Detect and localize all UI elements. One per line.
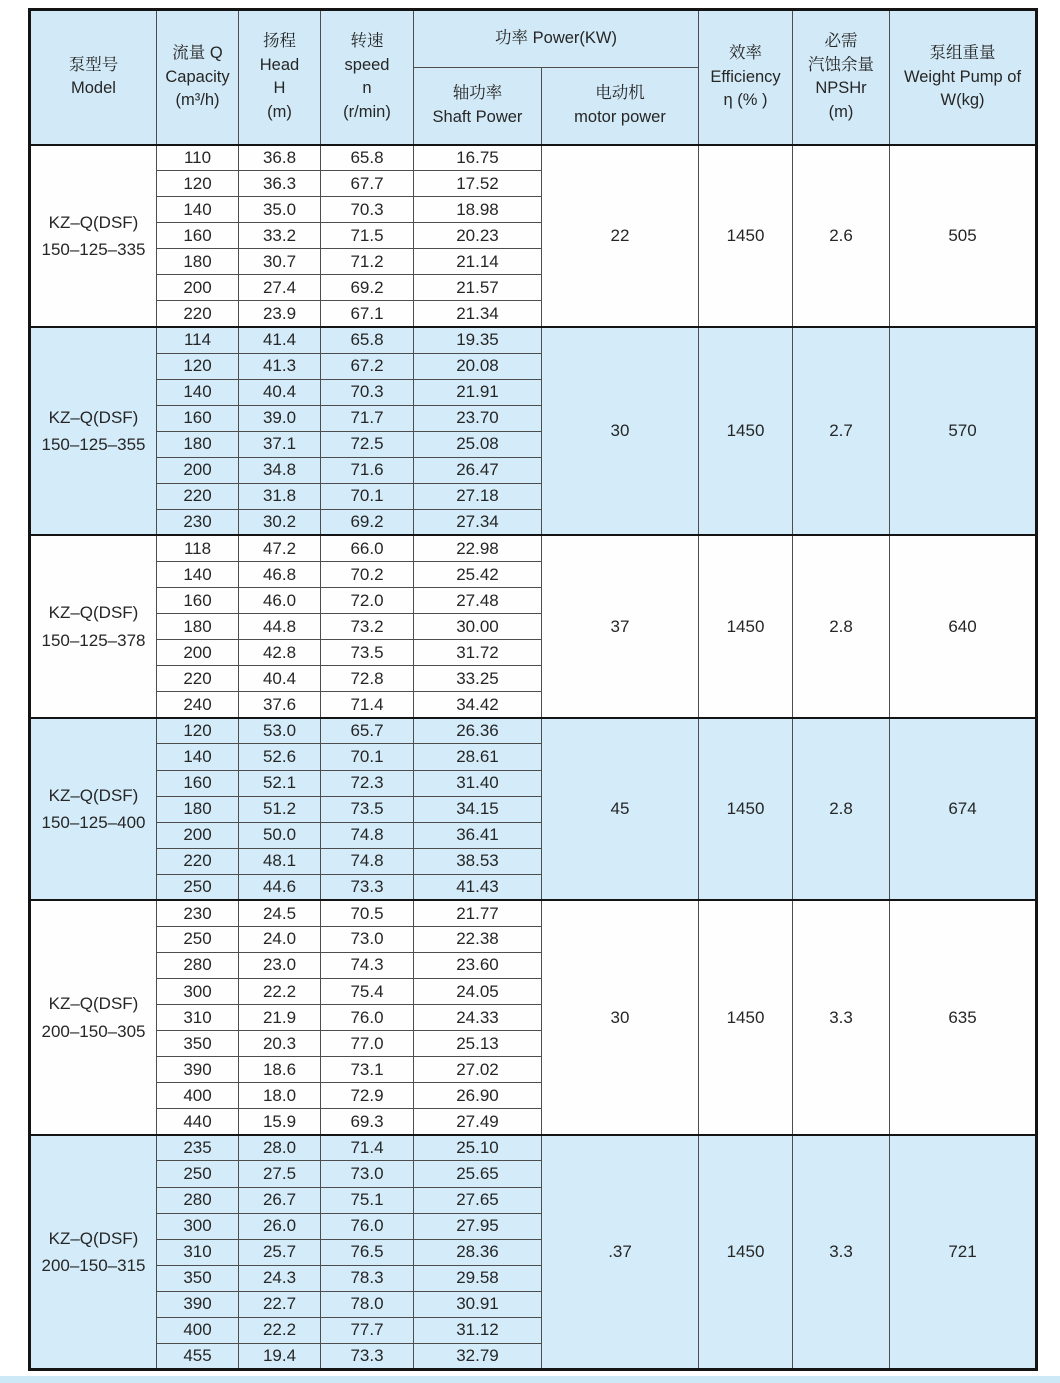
cell-capacity: 140 [157, 744, 239, 770]
cell-speed: 70.2 [321, 562, 414, 588]
cell-npshr: 2.8 [793, 535, 890, 717]
cell-shaft-power: 22.38 [414, 926, 542, 952]
cell-shaft-power: 22.98 [414, 535, 542, 561]
header-speed-line: speed [344, 55, 390, 74]
cell-speed: 69.2 [321, 509, 414, 535]
model-line: 150–125–355 [41, 435, 146, 455]
cell-shaft-power: 29.58 [414, 1265, 542, 1291]
cell-motor-power: 45 [542, 718, 699, 900]
cell-capacity: 120 [157, 353, 239, 379]
cell-shaft-power: 28.61 [414, 744, 542, 770]
cell-shaft-power: 17.52 [414, 171, 542, 197]
cell-head: 20.3 [239, 1031, 321, 1057]
cell-head: 18.0 [239, 1083, 321, 1109]
cell-speed: 70.3 [321, 197, 414, 223]
cell-weight: 570 [890, 327, 1037, 536]
cell-weight: 505 [890, 145, 1037, 327]
cell-speed: 73.0 [321, 1161, 414, 1187]
cell-capacity: 160 [157, 223, 239, 249]
cell-head: 30.7 [239, 249, 321, 275]
header-efficiency-line: η (% ) [723, 90, 768, 109]
cell-head: 36.3 [239, 171, 321, 197]
cell-capacity: 200 [157, 640, 239, 666]
cell-head: 41.3 [239, 353, 321, 379]
cell-shaft-power: 21.77 [414, 900, 542, 926]
cell-head: 44.8 [239, 614, 321, 640]
header-npshr-line: 必需 [824, 32, 858, 51]
cell-shaft-power: 20.23 [414, 223, 542, 249]
cell-head: 51.2 [239, 796, 321, 822]
cell-speed: 65.8 [321, 145, 414, 171]
cell-efficiency: 1450 [699, 535, 793, 717]
cell-shaft-power: 24.33 [414, 1005, 542, 1031]
header-model-line: 泵型号 [68, 55, 119, 74]
cell-speed: 73.3 [321, 1343, 414, 1369]
cell-efficiency: 1450 [699, 1135, 793, 1370]
header-head-line: (m) [267, 102, 292, 121]
cell-speed: 67.1 [321, 301, 414, 327]
cell-capacity: 300 [157, 1213, 239, 1239]
cell-shaft-power: 21.91 [414, 379, 542, 405]
cell-capacity: 350 [157, 1265, 239, 1291]
model-line: KZ–Q(DSF) [48, 1228, 139, 1248]
cell-shaft-power: 31.72 [414, 640, 542, 666]
cell-head: 36.8 [239, 145, 321, 171]
cell-shaft-power: 25.13 [414, 1031, 542, 1057]
model-group [30, 327, 1037, 536]
cell-shaft-power: 19.35 [414, 327, 542, 353]
cell-shaft-power: 23.70 [414, 405, 542, 431]
cell-speed: 73.5 [321, 640, 414, 666]
cell-head: 41.4 [239, 327, 321, 353]
cell-capacity: 220 [157, 301, 239, 327]
cell-shaft-power: 25.42 [414, 562, 542, 588]
cell-capacity: 310 [157, 1005, 239, 1031]
header-speed-line: 转速 [350, 32, 384, 51]
cell-speed: 70.3 [321, 379, 414, 405]
header-weight-line: 泵组重量 [929, 44, 996, 63]
header-power [414, 10, 699, 68]
cell-head: 18.6 [239, 1057, 321, 1083]
cell-shaft-power: 20.08 [414, 353, 542, 379]
table-row [30, 535, 1037, 561]
cell-speed: 72.8 [321, 666, 414, 692]
header-head-line: H [273, 79, 286, 98]
model-line: KZ–Q(DSF) [48, 408, 139, 427]
model-line: 200–150–315 [41, 1255, 146, 1275]
cell-shaft-power: 25.65 [414, 1161, 542, 1187]
pump-table [28, 8, 1038, 1371]
cell-head: 46.8 [239, 562, 321, 588]
cell-speed: 66.0 [321, 535, 414, 561]
model-group [30, 535, 1037, 717]
cell-head: 23.0 [239, 952, 321, 978]
cell-capacity: 180 [157, 249, 239, 275]
cell-capacity: 400 [157, 1317, 239, 1343]
cell-head: 22.2 [239, 979, 321, 1005]
model-line: KZ–Q(DSF) [48, 212, 139, 232]
cell-capacity: 440 [157, 1109, 239, 1135]
cell-capacity: 180 [157, 796, 239, 822]
cell-shaft-power: 21.57 [414, 275, 542, 301]
cell-capacity: 220 [157, 666, 239, 692]
cell-head: 22.7 [239, 1291, 321, 1317]
cell-head: 21.9 [239, 1005, 321, 1031]
cell-shaft-power: 21.14 [414, 249, 542, 275]
cell-speed: 76.0 [321, 1213, 414, 1239]
cell-speed: 76.5 [321, 1239, 414, 1265]
cell-speed: 70.1 [321, 744, 414, 770]
cell-weight: 635 [890, 900, 1037, 1135]
cell-head: 26.7 [239, 1187, 321, 1213]
cell-speed: 72.9 [321, 1083, 414, 1109]
cell-shaft-power: 24.05 [414, 979, 542, 1005]
header-shaft-power-line: 轴功率 [452, 84, 503, 103]
cell-motor-power: 37 [542, 535, 699, 717]
page-bottom-strip [0, 1376, 1060, 1383]
cell-capacity: 250 [157, 926, 239, 952]
header-speed-line: n [362, 79, 372, 98]
cell-speed: 67.7 [321, 171, 414, 197]
cell-capacity: 120 [157, 171, 239, 197]
cell-capacity: 180 [157, 431, 239, 457]
cell-shaft-power: 38.53 [414, 848, 542, 874]
cell-speed: 74.8 [321, 822, 414, 848]
cell-capacity: 120 [157, 718, 239, 744]
header-motor-power [542, 68, 699, 145]
cell-capacity: 280 [157, 1187, 239, 1213]
cell-shaft-power: 41.43 [414, 874, 542, 900]
header-shaft-power-line: Shaft Power [432, 107, 523, 126]
header-motor-power-line: 电动机 [595, 84, 645, 103]
cell-head: 22.2 [239, 1317, 321, 1343]
cell-npshr: 2.7 [793, 327, 890, 536]
cell-head: 46.0 [239, 588, 321, 614]
cell-shaft-power: 36.41 [414, 822, 542, 848]
header-capacity [157, 10, 239, 145]
cell-capacity: 400 [157, 1083, 239, 1109]
cell-speed: 78.0 [321, 1291, 414, 1317]
cell-model [30, 535, 157, 717]
cell-npshr: 2.8 [793, 718, 890, 900]
cell-speed: 69.2 [321, 275, 414, 301]
header-speed-line: (r/min) [343, 102, 391, 121]
cell-model [30, 1135, 157, 1370]
model-line: KZ–Q(DSF) [48, 785, 139, 805]
cell-head: 25.7 [239, 1239, 321, 1265]
cell-speed: 71.2 [321, 249, 414, 275]
header-weight-line: Weight Pump of [903, 67, 1022, 86]
cell-head: 27.5 [239, 1161, 321, 1187]
cell-efficiency: 1450 [699, 145, 793, 327]
cell-head: 23.9 [239, 301, 321, 327]
header-shaft-power [414, 68, 542, 145]
cell-speed: 73.1 [321, 1057, 414, 1083]
cell-shaft-power: 28.36 [414, 1239, 542, 1265]
cell-speed: 74.8 [321, 848, 414, 874]
cell-capacity: 220 [157, 848, 239, 874]
cell-head: 24.0 [239, 926, 321, 952]
cell-capacity: 200 [157, 457, 239, 483]
cell-efficiency: 1450 [699, 900, 793, 1135]
cell-speed: 70.1 [321, 483, 414, 509]
cell-shaft-power: 30.91 [414, 1291, 542, 1317]
cell-head: 52.1 [239, 770, 321, 796]
cell-capacity: 140 [157, 197, 239, 223]
header-model-line: Model [71, 79, 116, 98]
cell-weight: 721 [890, 1135, 1037, 1370]
model-line: 150–125–400 [41, 813, 146, 833]
cell-shaft-power: 27.95 [414, 1213, 542, 1239]
header-npshr-line: (m) [828, 102, 854, 121]
cell-speed: 75.1 [321, 1187, 414, 1213]
cell-capacity: 280 [157, 952, 239, 978]
cell-motor-power: .37 [542, 1135, 699, 1370]
table-row [30, 1135, 1037, 1161]
table-row [30, 145, 1037, 171]
table-row [30, 900, 1037, 926]
cell-speed: 71.4 [321, 1135, 414, 1161]
cell-shaft-power: 27.65 [414, 1187, 542, 1213]
cell-speed: 72.5 [321, 431, 414, 457]
header-capacity-line: Capacity [165, 67, 230, 86]
cell-speed: 71.4 [321, 692, 414, 718]
cell-head: 47.2 [239, 535, 321, 561]
cell-speed: 73.0 [321, 926, 414, 952]
cell-speed: 73.2 [321, 614, 414, 640]
cell-capacity: 250 [157, 874, 239, 900]
cell-head: 52.6 [239, 744, 321, 770]
cell-speed: 71.7 [321, 405, 414, 431]
cell-head: 35.0 [239, 197, 321, 223]
cell-shaft-power: 25.10 [414, 1135, 542, 1161]
cell-npshr: 2.6 [793, 145, 890, 327]
cell-shaft-power: 21.34 [414, 301, 542, 327]
cell-head: 42.8 [239, 640, 321, 666]
cell-head: 48.1 [239, 848, 321, 874]
cell-shaft-power: 25.08 [414, 431, 542, 457]
cell-npshr: 3.3 [793, 900, 890, 1135]
cell-model [30, 718, 157, 900]
cell-capacity: 118 [157, 535, 239, 561]
cell-capacity: 140 [157, 379, 239, 405]
cell-speed: 71.5 [321, 223, 414, 249]
model-group [30, 1135, 1037, 1370]
cell-speed: 65.8 [321, 327, 414, 353]
header-head [239, 10, 321, 145]
cell-shaft-power: 31.40 [414, 770, 542, 796]
header-speed [321, 10, 414, 145]
cell-head: 37.6 [239, 692, 321, 718]
model-line: 150–125–378 [41, 630, 146, 650]
cell-efficiency: 1450 [699, 718, 793, 900]
header-model [30, 10, 157, 145]
cell-speed: 69.3 [321, 1109, 414, 1135]
cell-head: 33.2 [239, 223, 321, 249]
cell-head: 50.0 [239, 822, 321, 848]
cell-head: 27.4 [239, 275, 321, 301]
pump-table-wrapper [28, 8, 1038, 1371]
cell-shaft-power: 27.48 [414, 588, 542, 614]
header-npshr-line: NPSHr [815, 79, 867, 98]
cell-weight: 674 [890, 718, 1037, 900]
cell-shaft-power: 23.60 [414, 952, 542, 978]
cell-capacity: 230 [157, 509, 239, 535]
header-head-line: 扬程 [263, 32, 296, 51]
cell-capacity: 235 [157, 1135, 239, 1161]
cell-head: 24.5 [239, 900, 321, 926]
cell-capacity: 180 [157, 614, 239, 640]
model-group [30, 145, 1037, 327]
header-capacity-line: (m³/h) [175, 90, 220, 109]
cell-speed: 75.4 [321, 979, 414, 1005]
cell-speed: 77.7 [321, 1317, 414, 1343]
cell-shaft-power: 26.90 [414, 1083, 542, 1109]
cell-shaft-power: 32.79 [414, 1343, 542, 1369]
cell-capacity: 350 [157, 1031, 239, 1057]
cell-head: 40.4 [239, 379, 321, 405]
cell-shaft-power: 27.02 [414, 1057, 542, 1083]
cell-capacity: 455 [157, 1343, 239, 1369]
cell-capacity: 140 [157, 562, 239, 588]
cell-head: 37.1 [239, 431, 321, 457]
cell-head: 30.2 [239, 509, 321, 535]
cell-shaft-power: 26.36 [414, 718, 542, 744]
cell-shaft-power: 34.15 [414, 796, 542, 822]
header-capacity-line: 流量 Q [172, 44, 223, 63]
cell-head: 53.0 [239, 718, 321, 744]
cell-speed: 72.0 [321, 588, 414, 614]
cell-speed: 77.0 [321, 1031, 414, 1057]
cell-capacity: 114 [157, 327, 239, 353]
cell-motor-power: 22 [542, 145, 699, 327]
cell-head: 31.8 [239, 483, 321, 509]
cell-head: 44.6 [239, 874, 321, 900]
cell-shaft-power: 16.75 [414, 145, 542, 171]
cell-model [30, 900, 157, 1135]
cell-shaft-power: 27.34 [414, 509, 542, 535]
cell-shaft-power: 27.18 [414, 483, 542, 509]
cell-efficiency: 1450 [699, 327, 793, 536]
model-line: KZ–Q(DSF) [48, 603, 139, 623]
model-group [30, 718, 1037, 900]
cell-capacity: 250 [157, 1161, 239, 1187]
header-npshr [793, 10, 890, 145]
cell-capacity: 240 [157, 692, 239, 718]
cell-shaft-power: 34.42 [414, 692, 542, 718]
cell-shaft-power: 33.25 [414, 666, 542, 692]
cell-capacity: 310 [157, 1239, 239, 1265]
model-group [30, 900, 1037, 1135]
cell-shaft-power: 18.98 [414, 197, 542, 223]
model-line: KZ–Q(DSF) [48, 994, 139, 1014]
cell-capacity: 160 [157, 770, 239, 796]
model-line: 200–150–305 [41, 1021, 146, 1041]
cell-head: 34.8 [239, 457, 321, 483]
cell-speed: 74.3 [321, 952, 414, 978]
header-npshr-line: 汽蚀余量 [808, 55, 875, 74]
cell-head: 24.3 [239, 1265, 321, 1291]
cell-head: 19.4 [239, 1343, 321, 1369]
cell-speed: 67.2 [321, 353, 414, 379]
cell-speed: 65.7 [321, 718, 414, 744]
cell-shaft-power: 30.00 [414, 614, 542, 640]
cell-motor-power: 30 [542, 900, 699, 1135]
header-head-line: Head [259, 55, 300, 74]
cell-shaft-power: 27.49 [414, 1109, 542, 1135]
cell-capacity: 160 [157, 588, 239, 614]
table-row [30, 327, 1037, 353]
header-motor-power-line: motor power [574, 107, 666, 126]
cell-capacity: 200 [157, 275, 239, 301]
cell-speed: 71.6 [321, 457, 414, 483]
cell-weight: 640 [890, 535, 1037, 717]
header-efficiency [699, 10, 793, 145]
cell-shaft-power: 31.12 [414, 1317, 542, 1343]
cell-speed: 76.0 [321, 1005, 414, 1031]
header-power-line: 功率 Power(KW) [495, 29, 617, 48]
cell-capacity: 390 [157, 1291, 239, 1317]
header-weight-line: W(kg) [940, 90, 985, 109]
cell-capacity: 110 [157, 145, 239, 171]
cell-capacity: 390 [157, 1057, 239, 1083]
header-efficiency-line: 效率 [729, 44, 763, 63]
cell-speed: 78.3 [321, 1265, 414, 1291]
cell-head: 39.0 [239, 405, 321, 431]
model-line: 150–125–335 [41, 239, 146, 259]
cell-capacity: 300 [157, 979, 239, 1005]
cell-head: 15.9 [239, 1109, 321, 1135]
cell-speed: 73.3 [321, 874, 414, 900]
header-efficiency-line: Efficiency [710, 67, 781, 86]
cell-model [30, 145, 157, 327]
cell-shaft-power: 26.47 [414, 457, 542, 483]
cell-speed: 72.3 [321, 770, 414, 796]
cell-npshr: 3.3 [793, 1135, 890, 1370]
cell-capacity: 220 [157, 483, 239, 509]
cell-head: 26.0 [239, 1213, 321, 1239]
cell-capacity: 200 [157, 822, 239, 848]
cell-head: 40.4 [239, 666, 321, 692]
cell-capacity: 230 [157, 900, 239, 926]
cell-speed: 73.5 [321, 796, 414, 822]
cell-capacity: 160 [157, 405, 239, 431]
cell-speed: 70.5 [321, 900, 414, 926]
cell-model [30, 327, 157, 536]
cell-head: 28.0 [239, 1135, 321, 1161]
table-row [30, 718, 1037, 744]
cell-motor-power: 30 [542, 327, 699, 536]
header-weight [890, 10, 1037, 145]
